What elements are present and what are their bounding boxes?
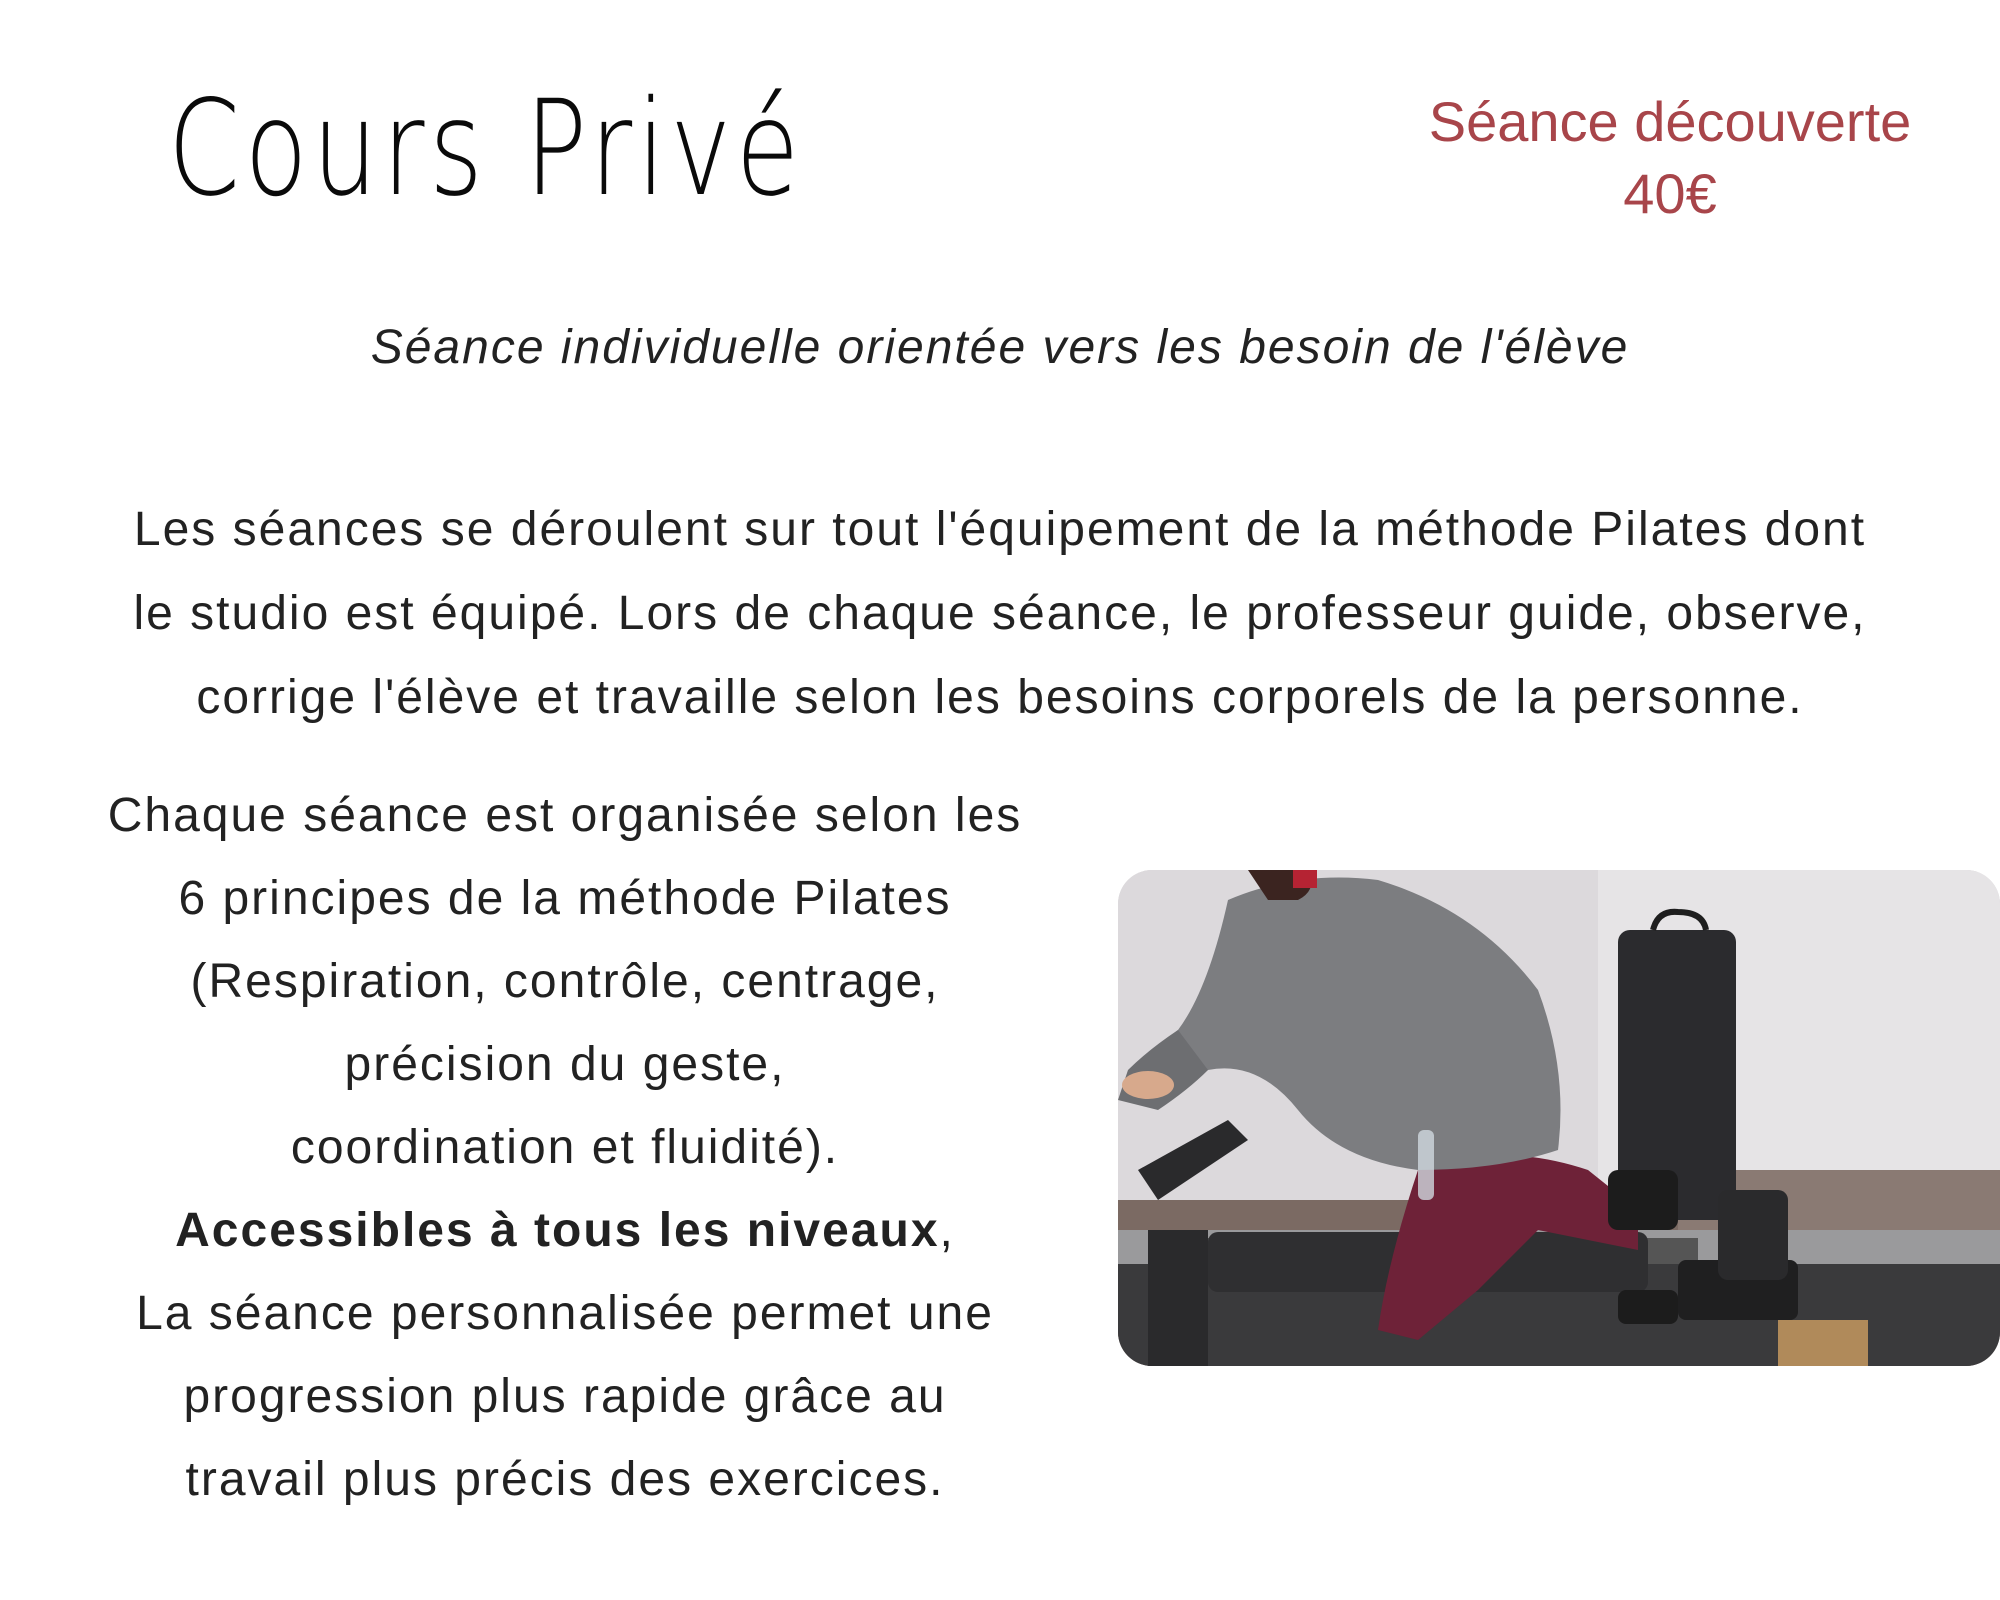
principles-line: Chaque séance est organisée selon les: [107, 789, 1023, 842]
intro-paragraph: [0, 488, 2000, 740]
principles-line: travail plus précis des exercices.: [185, 1453, 945, 1506]
intro-line: le studio est équipé. Lors de chaque séance, le professeur guide, observe,: [133, 587, 1867, 640]
principles-line: La séance personnalisée permet une: [136, 1287, 994, 1340]
page-title: Cours Privé: [168, 72, 804, 226]
offer-label: Séance découverte: [1428, 90, 1912, 153]
pilates-reformer-photo: [1118, 870, 2000, 1366]
principles-line: précision du geste,: [344, 1038, 786, 1091]
intro-line: Les séances se déroulent sur tout l'équipement de la méthode Pilates dont: [133, 503, 1867, 556]
principles-paragraph: [30, 774, 1100, 1521]
intro-line: corrige l'élève et travaille selon les besoins corporels de la personne.: [196, 671, 1804, 724]
principles-line: progression plus rapide grâce au: [183, 1370, 947, 1423]
emphasis-suffix: ,: [939, 1204, 955, 1257]
offer-block: [1380, 86, 1960, 230]
emphasis-line: [30, 1189, 1100, 1272]
accessibility-emphasis: Accessibles à tous les niveaux: [175, 1204, 940, 1257]
principles-line: coordination et fluidité).: [290, 1121, 840, 1174]
principles-line: 6 principes de la méthode Pilates: [178, 872, 952, 925]
principles-line: (Respiration, contrôle, centrage,: [190, 955, 940, 1008]
offer-price: 40€: [1623, 162, 1717, 225]
subtitle: Séance individuelle orientée vers les besoin de l'élève: [370, 321, 1630, 374]
